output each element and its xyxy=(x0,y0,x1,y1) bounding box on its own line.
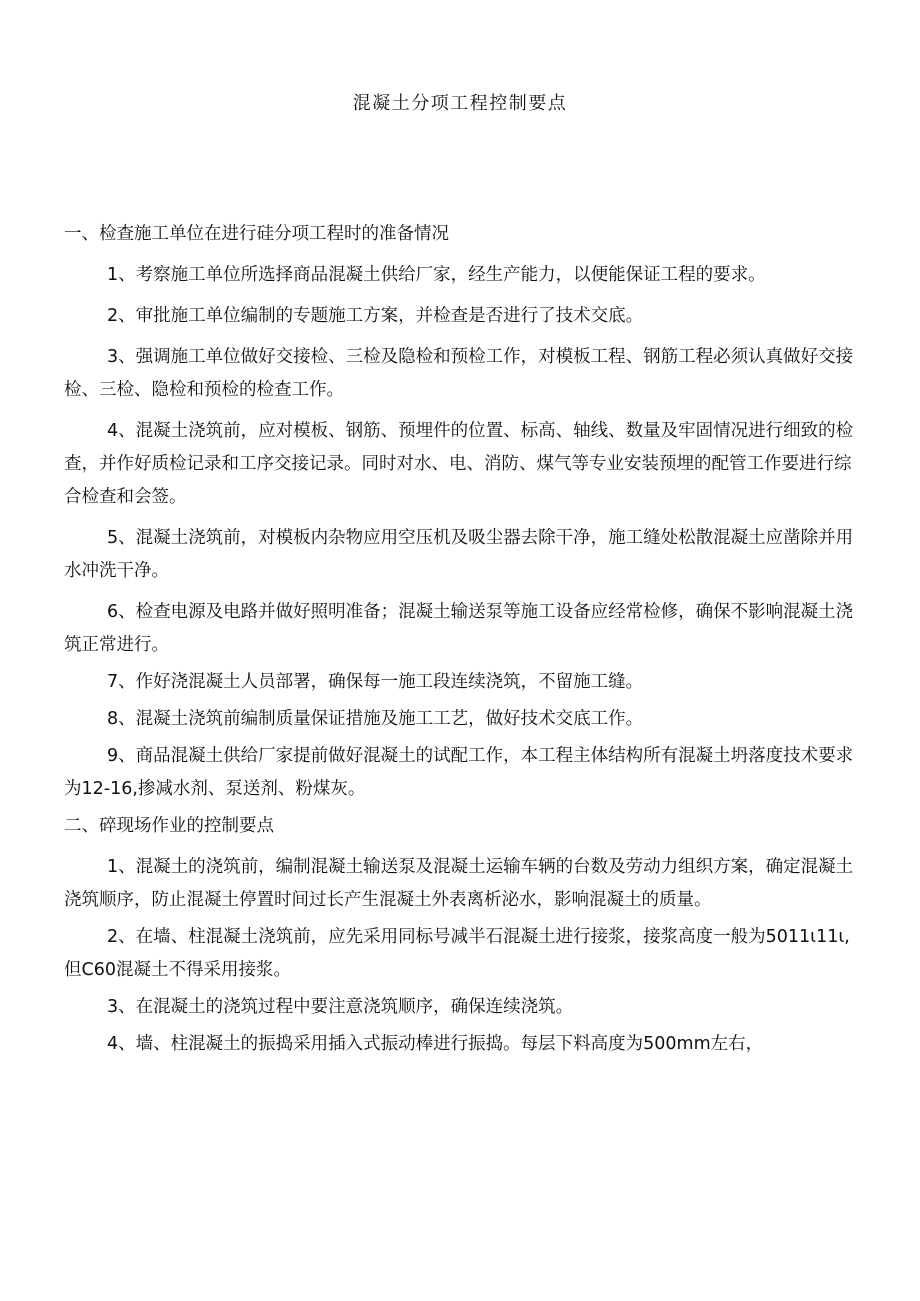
section-2-heading: 二、碎现场作业的控制要点 xyxy=(64,816,274,836)
section-1-item-8: 8、混凝土浇筑前编制质量保证措施及施工工艺，做好技术交底工作。 xyxy=(107,709,644,729)
section-2-item-1: 1、混凝土的浇筑前，编制混凝土输送泵及混凝土运输车辆的台数及劳动力组织方案，确定混凝土浇筑顺序，防止混凝土停置时间过长产生混凝土外表离析泌水，影响混凝土的质量。 xyxy=(64,857,854,910)
section-1-item-3: 3、强调施工单位做好交接检、三检及隐检和预检工作，对模板工程、钢筋工程必须认真做好交接检、三检、隐检和预检的检查工作。 xyxy=(64,347,854,400)
section-1-item-5: 5、混凝土浇筑前，对模板内杂物应用空压机及吸尘器去除干净，施工缝处松散混凝土应凿除并用水冲洗干净。 xyxy=(64,528,854,581)
section-2-item-3: 3、在混凝土的浇筑过程中要注意浇筑顺序，确保连续浇筑。 xyxy=(107,997,574,1017)
section-1-item-9: 9、商品混凝土供给厂家提前做好混凝土的试配工作，本工程主体结构所有混凝土坍落度技术要求为12-16,掺减水剂、泵送剂、粉煤灰。 xyxy=(64,746,854,799)
section-1-item-7: 7、作好浇混凝土人员部署，确保每一施工段连续浇筑，不留施工缝。 xyxy=(107,672,644,692)
section-1-heading: 一、检查施工单位在进行硅分项工程时的准备情况 xyxy=(64,224,449,244)
document-body xyxy=(64,218,856,1065)
document-title: 混凝土分项工程控制要点 xyxy=(352,93,568,114)
section-1-item-1: 1、考察施工单位所选择商品混凝土供给厂家，经生产能力，以便能保证工程的要求。 xyxy=(107,265,766,285)
section-2-item-4: 4、墙、柱混凝土的振捣采用插入式振动棒进行振捣。每层下料高度为500mm左右， xyxy=(107,1034,764,1054)
section-1-item-4: 4、混凝土浇筑前，应对模板、钢筋、预埋件的位置、标高、轴线、数量及牢固情况进行细致的检查，并作好质检记录和工序交接记录。同时对水、电、消防、煤气等专业安装预埋的配管工作要进行综合检查和会签。 xyxy=(64,421,854,507)
section-1-item-6: 6、检查电源及电路并做好照明准备；混凝土输送泵等施工设备应经常检修，确保不影响混凝土浇筑正常进行。 xyxy=(64,602,854,655)
section-1-item-2: 2、审批施工单位编制的专题施工方案，并检查是否进行了技术交底。 xyxy=(107,306,644,326)
section-2-item-2: 2、在墙、柱混凝土浇筑前，应先采用同标号减半石混凝土进行接浆，接浆高度一般为5011ι11ι,但C60混凝土不得采用接浆。 xyxy=(64,927,850,980)
